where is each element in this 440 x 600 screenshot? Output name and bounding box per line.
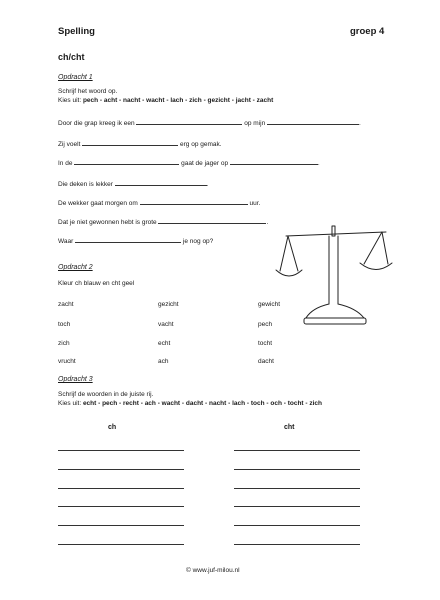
answer-blank[interactable] <box>115 179 207 186</box>
sentence-4 <box>58 179 209 189</box>
choices-prefix: Kies uit: <box>58 400 82 407</box>
choices-words: echt - pech - recht - ach - wacht - dacht - nacht - lach - toch - och - tocht - zich <box>82 400 323 407</box>
exercise-1-instruction: Schrijf het woord op. <box>58 88 118 95</box>
sentence-text: Dat je niet gewonnen hebt is grote <box>58 219 157 226</box>
scale-base <box>306 304 364 318</box>
sentence-7 <box>58 236 213 246</box>
sentence-text: Waar <box>58 238 74 245</box>
worksheet-grade: groep 4 <box>350 26 385 37</box>
sentence-end: . <box>317 160 320 167</box>
answer-blank[interactable] <box>230 158 318 165</box>
sentence-6 <box>58 217 268 227</box>
sentence-end: . <box>206 181 209 188</box>
answer-blank[interactable] <box>82 139 178 146</box>
writing-line-cht[interactable] <box>234 450 360 451</box>
answer-blank[interactable] <box>267 118 359 125</box>
sentence-1 <box>58 118 361 128</box>
column-header-cht: cht <box>284 424 295 431</box>
exercise-2-instruction: Kleur ch blauw en cht geel <box>58 280 135 287</box>
sentence-text: je nog op? <box>182 238 214 245</box>
sentence-3 <box>58 158 320 168</box>
column-header-ch: ch <box>108 424 117 431</box>
worksheet-subject: Spelling <box>58 26 95 37</box>
answer-blank[interactable] <box>74 158 179 165</box>
sentence-5 <box>58 198 260 208</box>
answer-blank[interactable] <box>136 118 242 125</box>
answer-blank[interactable] <box>158 217 269 226</box>
writing-line-ch[interactable] <box>58 544 184 545</box>
footer-copyright: © www.juf-milou.nl <box>186 567 240 574</box>
sentence-text: gaat de jager op <box>181 160 229 167</box>
sentence-text: uur. <box>249 200 261 207</box>
word-cell[interactable]: zacht <box>58 301 74 308</box>
exercise-3-instruction: Schrijf de woorden in de juiste rij. <box>58 391 154 398</box>
writing-line-ch[interactable] <box>58 488 184 489</box>
answer-blank[interactable] <box>75 236 181 243</box>
word-cell[interactable]: gezicht <box>158 301 179 308</box>
sentence-text: erg op gemak. <box>180 141 222 148</box>
writing-line-cht[interactable] <box>234 488 360 489</box>
word-cell[interactable]: vrucht <box>58 358 76 365</box>
sentence-text: Zij voelt <box>58 141 81 148</box>
writing-line-ch[interactable] <box>58 469 184 470</box>
writing-line-ch[interactable] <box>58 506 184 507</box>
choices-words: pech - acht - nacht - wacht - lach - zich - gezicht - jacht - zacht <box>82 97 274 104</box>
answer-blank[interactable] <box>140 198 248 205</box>
exercise-3-title: Opdracht 3 <box>58 376 93 383</box>
choices-prefix: Kies uit: <box>58 97 82 104</box>
writing-line-ch[interactable] <box>58 525 184 526</box>
sentence-text: De wekker gaat morgen om <box>58 200 138 207</box>
sentence-text: Die deken is lekker <box>58 181 113 188</box>
word-cell[interactable]: echt <box>158 340 171 347</box>
word-cell[interactable]: pech <box>258 321 273 328</box>
word-cell[interactable]: ach <box>158 358 169 365</box>
exercise-1-choices <box>58 96 273 105</box>
balance-scale-image <box>266 224 401 336</box>
exercise-3-choices <box>58 399 322 408</box>
worksheet-topic: ch/cht <box>58 52 85 62</box>
sentence-text: In de <box>58 160 73 167</box>
sentence-end: . <box>359 120 361 127</box>
writing-line-cht[interactable] <box>234 544 360 545</box>
writing-line-cht[interactable] <box>234 506 360 507</box>
scale-post <box>329 236 338 304</box>
word-cell[interactable]: toch <box>58 321 71 328</box>
exercise-1-title: Opdracht 1 <box>58 74 93 81</box>
scale-pan-right <box>360 263 392 270</box>
word-cell[interactable]: gewicht <box>258 301 281 308</box>
exercise-2-title: Opdracht 2 <box>58 264 93 271</box>
sentence-end: . <box>266 219 269 226</box>
scale-beam <box>286 232 386 236</box>
sentence-text: Door die grap kreeg ik een <box>58 120 135 127</box>
sentence-2 <box>58 139 222 149</box>
word-cell[interactable]: dacht <box>258 358 274 365</box>
writing-line-cht[interactable] <box>234 525 360 526</box>
writing-line-ch[interactable] <box>58 450 184 451</box>
word-cell[interactable]: zich <box>58 340 70 347</box>
word-cell[interactable]: vacht <box>158 321 174 328</box>
word-cell[interactable]: tocht <box>258 340 273 347</box>
writing-line-cht[interactable] <box>234 469 360 470</box>
sentence-text: op mijn <box>244 120 266 127</box>
